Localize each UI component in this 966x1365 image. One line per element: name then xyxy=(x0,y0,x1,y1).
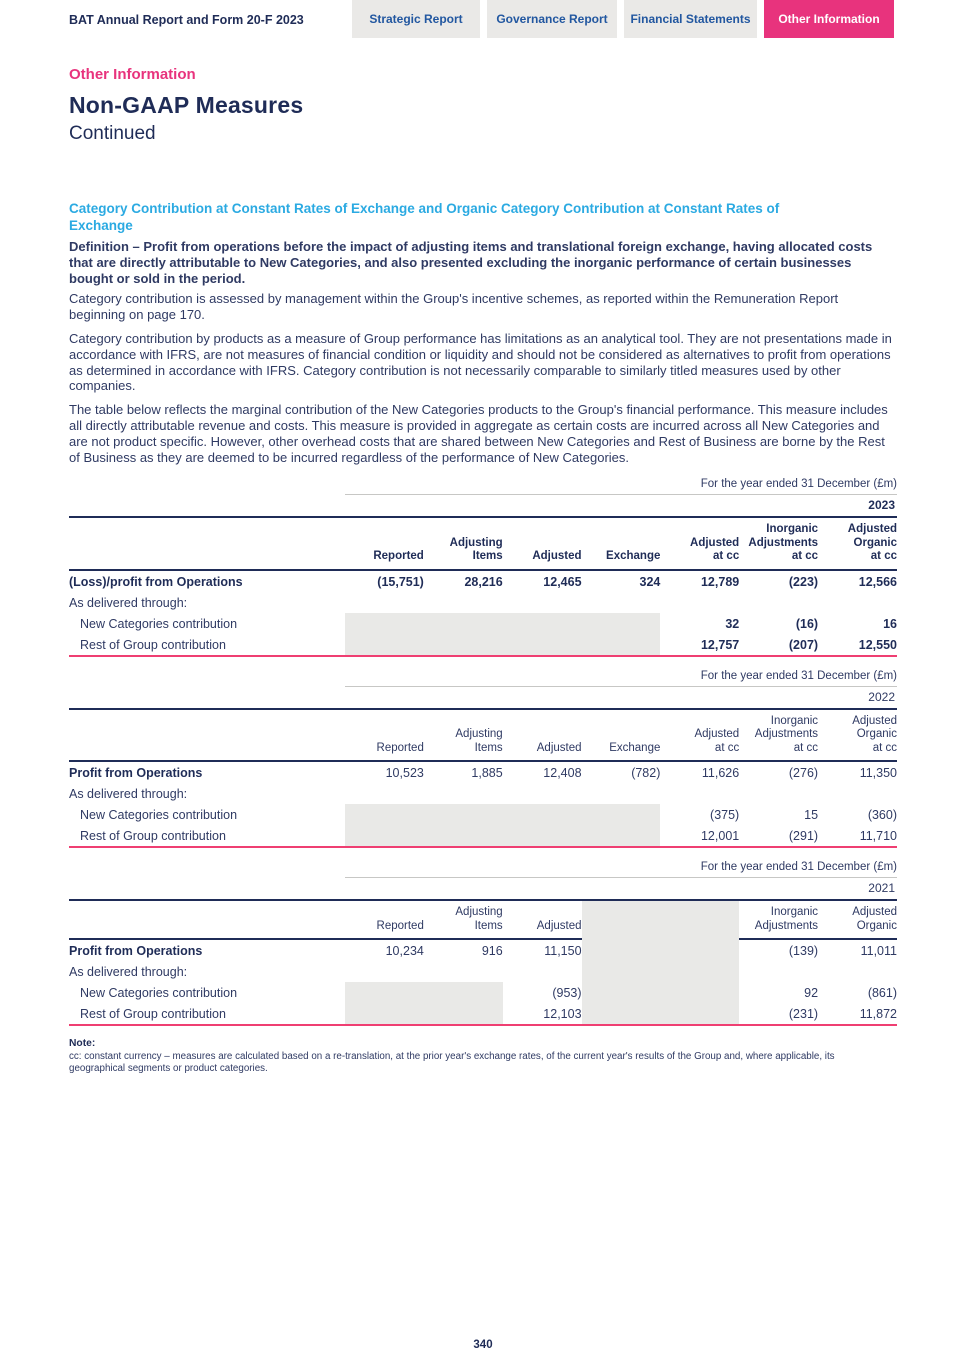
cell-value xyxy=(582,592,661,613)
cell-value: (15,751) xyxy=(377,574,424,589)
column-header: Reported xyxy=(345,901,424,939)
cell-value: 11,710 xyxy=(859,829,897,844)
table-year-label: 2022 xyxy=(69,687,897,710)
table-header-row xyxy=(69,901,897,939)
table-year-label: 2021 xyxy=(69,878,897,901)
table-block-2021 xyxy=(69,861,897,1026)
column-header: Reported xyxy=(345,518,424,570)
cell-value xyxy=(345,804,424,825)
cell-value: 11,350 xyxy=(859,766,897,781)
cell-value xyxy=(424,982,503,1003)
column-header-empty xyxy=(69,518,345,570)
cell-value xyxy=(660,961,739,982)
cell-value xyxy=(345,613,424,634)
cell-value: (291) xyxy=(788,829,819,844)
footnote xyxy=(69,1038,869,1076)
cell-value xyxy=(345,1003,424,1025)
table-header-row xyxy=(69,710,897,762)
cell-value xyxy=(582,783,661,804)
column-header: Exchange xyxy=(582,518,661,570)
table-row xyxy=(69,570,897,592)
cell-value xyxy=(660,982,739,1003)
cell-value xyxy=(739,961,818,982)
cell-value xyxy=(345,592,424,613)
cell-value: 28,216 xyxy=(464,574,503,589)
column-header-empty xyxy=(69,901,345,939)
column-header: Reported xyxy=(345,710,424,762)
table-block-2022 xyxy=(69,670,897,849)
cell-value: 12,408 xyxy=(543,766,582,781)
cell-value xyxy=(503,804,582,825)
cell-value xyxy=(660,1003,739,1025)
cell-value xyxy=(582,961,661,982)
top-navigation-bar xyxy=(0,0,966,38)
table-row xyxy=(69,761,897,783)
row-label: New Categories contribution xyxy=(80,986,238,1001)
column-header: Adjusted xyxy=(503,901,582,939)
cell-value: 12,550 xyxy=(858,637,897,652)
page-subtitle: Continued xyxy=(69,123,156,144)
row-label: New Categories contribution xyxy=(80,616,238,631)
column-header: Adjusted Organic at cc xyxy=(818,518,897,570)
financial-table-2023 xyxy=(69,518,897,657)
table-row xyxy=(69,804,897,825)
table-row xyxy=(69,825,897,847)
tab-financial-statements[interactable]: Financial Statements xyxy=(624,0,757,38)
cell-value: (953) xyxy=(552,986,582,1001)
cell-value: (782) xyxy=(631,766,661,781)
cell-value: 916 xyxy=(481,944,503,959)
row-label: As delivered through: xyxy=(69,595,188,610)
row-label: Rest of Group contribution xyxy=(80,829,226,844)
cell-value xyxy=(345,634,424,656)
cell-value xyxy=(345,982,424,1003)
cell-value: (139) xyxy=(788,944,819,959)
column-header: Exchange xyxy=(582,710,661,762)
cell-value xyxy=(424,825,503,847)
row-label: New Categories contribution xyxy=(80,808,238,823)
column-header: Inorganic Adjustments at cc xyxy=(739,710,818,762)
cell-value: 10,234 xyxy=(385,944,424,959)
row-label: Rest of Group contribution xyxy=(80,637,226,652)
column-header: Adjusting Items xyxy=(424,518,503,570)
body-paragraph: The table below reflects the marginal contribution of the New Categories products to the Group's financial performance. This measure includes all directly attributable revenue and costs. This measure is provided in aggregate as certain costs are incurred across all New Categories and are not product specific. However, other overhead costs that are shared between New Categories and Rest of Business are borne by the Rest of Business as they are deemed to be incurred regardless of the performance of New Categories. xyxy=(69,402,888,465)
cell-value xyxy=(345,961,424,982)
cell-value xyxy=(424,961,503,982)
page-title: Non-GAAP Measures xyxy=(69,92,304,118)
table-row xyxy=(69,592,897,613)
cell-value: 15 xyxy=(804,808,819,823)
cell-value: (360) xyxy=(867,808,897,823)
cell-value xyxy=(503,825,582,847)
cell-value xyxy=(503,634,582,656)
cell-value xyxy=(582,634,661,656)
cell-value: 12,001 xyxy=(700,829,740,844)
cell-value: 12,789 xyxy=(700,574,740,589)
row-label: Profit from Operations xyxy=(69,766,203,781)
cell-value xyxy=(818,783,897,804)
cell-value: 11,626 xyxy=(701,766,740,781)
body-paragraph: Category contribution is assessed by management within the Group's incentive schemes, as reported within the Remuneration Report beginning on page 170. xyxy=(69,291,839,323)
cell-value: 12,566 xyxy=(858,574,897,589)
cell-value xyxy=(818,592,897,613)
cell-value: (223) xyxy=(788,574,819,589)
cell-value xyxy=(660,783,739,804)
page-content xyxy=(69,38,897,1076)
footnote-label: Note: xyxy=(69,1038,96,1050)
cell-value xyxy=(503,783,582,804)
row-label: As delivered through: xyxy=(69,965,188,980)
table-period-label: For the year ended 31 December (£m) xyxy=(345,670,897,687)
table-period-label: For the year ended 31 December (£m) xyxy=(345,861,897,878)
table-row xyxy=(69,783,897,804)
cell-value: (207) xyxy=(788,637,819,652)
cell-value xyxy=(503,613,582,634)
column-header xyxy=(660,901,739,939)
cell-value: 12,465 xyxy=(543,574,582,589)
cell-value: 12,103 xyxy=(543,1007,582,1022)
column-header: Inorganic Adjustments at cc xyxy=(739,518,818,570)
cell-value xyxy=(424,783,503,804)
cell-value xyxy=(424,1003,503,1025)
table-block-2023 xyxy=(69,478,897,657)
cell-value: 16 xyxy=(883,616,897,631)
report-brand-title: BAT Annual Report and Form 20-F 2023 xyxy=(69,13,304,27)
financial-table-2022 xyxy=(69,710,897,849)
financial-table-2021 xyxy=(69,901,897,1026)
footnote-text: cc: constant currency – measures are calculated based on a re-translation, at the prior year's exchange rates, of the current year's results of the Group and, where applicable, its geographical segments or product categories. xyxy=(69,1050,835,1075)
row-label: As delivered through: xyxy=(69,787,188,802)
cell-value xyxy=(424,613,503,634)
cell-value xyxy=(424,634,503,656)
row-label: (Loss)/profit from Operations xyxy=(69,574,243,589)
cell-value xyxy=(660,592,739,613)
tables-region xyxy=(69,478,897,1026)
table-header-row xyxy=(69,518,897,570)
cell-value: 32 xyxy=(725,616,740,631)
column-header: Adjusted at cc xyxy=(660,518,739,570)
column-header: Adjusting Items xyxy=(424,901,503,939)
cell-value: (375) xyxy=(710,808,740,823)
column-header: Inorganic Adjustments xyxy=(739,901,818,939)
cell-value: 1,885 xyxy=(471,766,503,781)
cell-value xyxy=(345,783,424,804)
column-header: Adjusted Organic at cc xyxy=(818,710,897,762)
cell-value xyxy=(818,961,897,982)
table-row xyxy=(69,1003,897,1025)
cell-value: 11,150 xyxy=(544,944,582,959)
cell-value xyxy=(660,939,739,961)
cell-value xyxy=(582,804,661,825)
table-row xyxy=(69,613,897,634)
column-header xyxy=(582,901,661,939)
cell-value xyxy=(582,613,661,634)
row-label: Rest of Group contribution xyxy=(80,1007,226,1022)
cell-value: 11,872 xyxy=(859,1007,897,1022)
column-header-empty xyxy=(69,710,345,762)
column-header: Adjusted xyxy=(503,710,582,762)
tab-strategic-report[interactable]: Strategic Report xyxy=(352,0,480,38)
cell-value: (861) xyxy=(867,986,897,1001)
column-header: Adjusted at cc xyxy=(660,710,739,762)
table-row xyxy=(69,634,897,656)
cell-value: 10,523 xyxy=(385,766,424,781)
cell-value xyxy=(582,825,661,847)
cell-value xyxy=(739,783,818,804)
table-row xyxy=(69,961,897,982)
cell-value xyxy=(582,982,661,1003)
cell-value xyxy=(503,961,582,982)
cell-value: 324 xyxy=(639,574,661,589)
cell-value: 12,757 xyxy=(700,637,740,652)
cell-value xyxy=(345,825,424,847)
cell-value xyxy=(424,804,503,825)
table-row xyxy=(69,939,897,961)
cell-value xyxy=(582,939,661,961)
cell-value: (276) xyxy=(788,766,819,781)
table-row xyxy=(69,982,897,1003)
cell-value: (231) xyxy=(788,1007,819,1022)
cell-value xyxy=(424,592,503,613)
section-eyebrow: Other Information xyxy=(69,66,196,83)
column-header: Adjusted xyxy=(503,518,582,570)
cell-value xyxy=(503,592,582,613)
cell-value: (16) xyxy=(795,616,819,631)
page-number: 340 xyxy=(473,1339,493,1351)
body-paragraph: Category contribution by products as a measure of Group performance has limitations as an analytical tool. They are not presentations made in accordance with IFRS, are not measures of financial condition or liquidity and should not be considered as alternatives to profit from operations as determined in accordance with IFRS. Category contribution is not necessarily comparable to similarly titled measures used by other companies. xyxy=(69,330,892,394)
cell-value: 11,011 xyxy=(860,944,897,959)
tab-governance-report[interactable]: Governance Report xyxy=(487,0,617,38)
cell-value: 92 xyxy=(804,986,819,1001)
section-title: Category Contribution at Constant Rates of Exchange and Organic Category Contribution at Constant Rates of Exchange xyxy=(69,201,780,233)
table-period-label: For the year ended 31 December (£m) xyxy=(345,478,897,495)
tab-other-information[interactable]: Other Information xyxy=(764,0,894,38)
table-year-label: 2023 xyxy=(69,495,897,518)
column-header: Adjusted Organic xyxy=(818,901,897,939)
cell-value xyxy=(582,1003,661,1025)
row-label: Profit from Operations xyxy=(69,944,203,959)
column-header: Adjusting Items xyxy=(424,710,503,762)
cell-value xyxy=(739,592,818,613)
definition-paragraph: Definition – Profit from operations before the impact of adjusting items and translational foreign exchange, having allocated costs that are directly attributable to New Categories, and also presented excluding the inorganic performance of certain businesses bought or sold in the period. xyxy=(69,239,873,286)
